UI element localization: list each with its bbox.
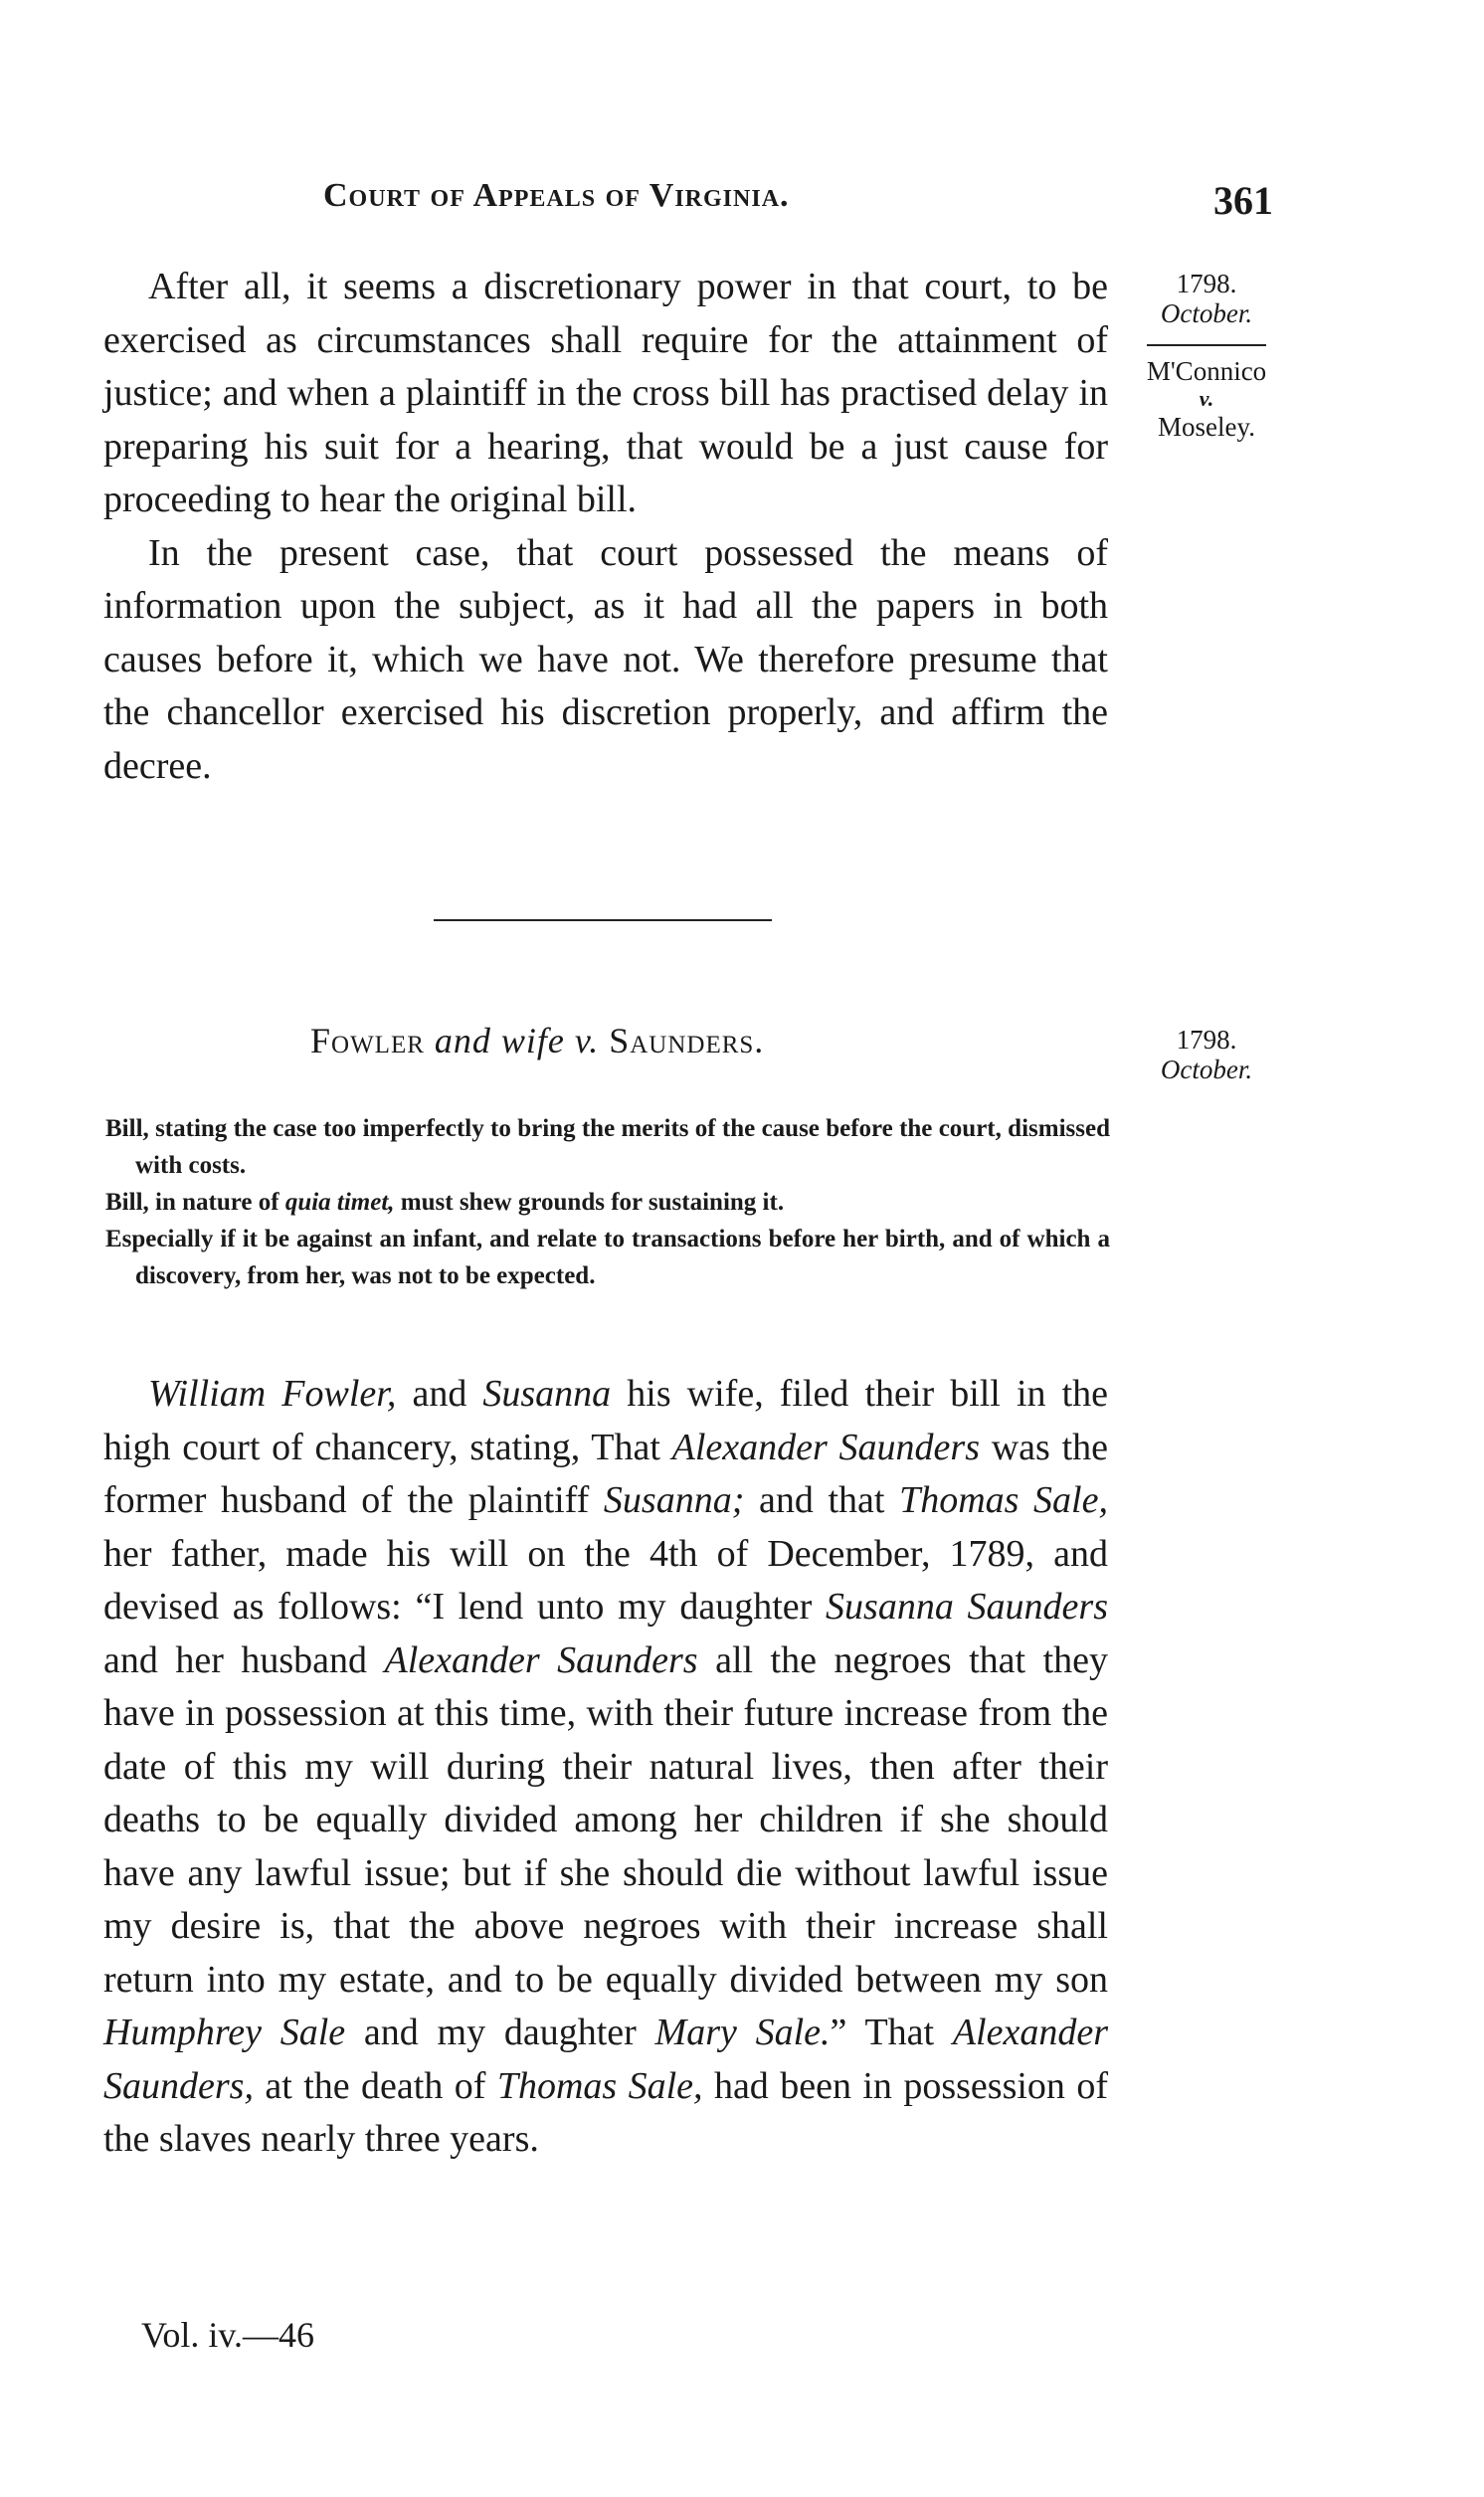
headnote-3: Especially if it be against an infant, and relate to transactions before her birth, and of which a discovery, from her, was not to be expected. xyxy=(105,1226,1110,1289)
paragraph-1: After all, it seems a discretionary power in that court, to be exercised as circumstances shall require for the attainment of justice; and when a plaintiff in the cross bill has practised delay in preparing his suit for a hearing, that would be a just cause for proceeding to hear the original bill. xyxy=(103,266,1108,520)
margin-month: October. xyxy=(1160,1055,1253,1084)
case-versus: v. xyxy=(574,1021,600,1060)
headnote-1: Bill, stating the case too imperfectly to bring the merits of the cause before the court, dismissed with costs. xyxy=(105,1115,1110,1179)
section-divider xyxy=(434,919,772,921)
margin-versus: v. xyxy=(1199,386,1214,411)
case-defendant: Saunders. xyxy=(609,1021,765,1060)
running-head xyxy=(99,177,1273,227)
page-number: 361 xyxy=(1213,178,1273,223)
case-and-wife: and wife xyxy=(434,1021,565,1060)
margin-month: October. xyxy=(1160,298,1253,328)
margin-rule xyxy=(1147,344,1266,346)
margin-year: 1798. xyxy=(1176,269,1237,298)
opening-text xyxy=(103,261,1108,793)
margin-party-2: Moseley. xyxy=(1158,412,1255,442)
margin-note-case-2 xyxy=(1132,1025,1281,1084)
margin-party-1: M'Connico xyxy=(1146,356,1267,386)
case-text xyxy=(103,1368,1108,2167)
case-title xyxy=(310,1020,764,1061)
case-plaintiff: Fowler xyxy=(310,1021,425,1060)
margin-note-case-1 xyxy=(1132,269,1281,444)
margin-year: 1798. xyxy=(1176,1025,1237,1055)
paragraph-2: In the present case, that court possessed the means of information upon the subject, as it had all the papers in both causes before it, which we have not. We therefore presume that the chancellor exercised his discretion properly, and affirm the decree. xyxy=(103,531,1108,787)
main-paragraph: William Fowler, and Susanna his wife, filed their bill in the high court of chancery, stating, That Alexander Saunders was the former husband of the plaintiff Susanna; and that Thomas Sale, her father, made his will on the 4th of December, 1789, and devised as follows: “I lend unto my daughter Susanna Saunders and her husband Alexander Saunders all the negroes that they have in possession at this time, with their future increase from the date of this my will during their natural lives, then after their deaths to be equally divided among her children if she should have any lawful issue; but if she should die without lawful issue my desire is, that the above negroes with their increase shall return into my estate, and to be equally divided between my son Humphrey Sale and my daughter Mary Sale.” That Alexander Saunders, at the death of Thomas Sale, had been in possession of the slaves nearly three years. xyxy=(103,1373,1108,2160)
signature-mark: Vol. iv.—46 xyxy=(141,2315,315,2355)
headnote-2: Bill, in nature of quia timet, must shew grounds for sustaining it. xyxy=(105,1189,785,1216)
running-title: Court of Appeals of Virginia. xyxy=(323,177,790,214)
headnotes xyxy=(105,1110,1110,1294)
